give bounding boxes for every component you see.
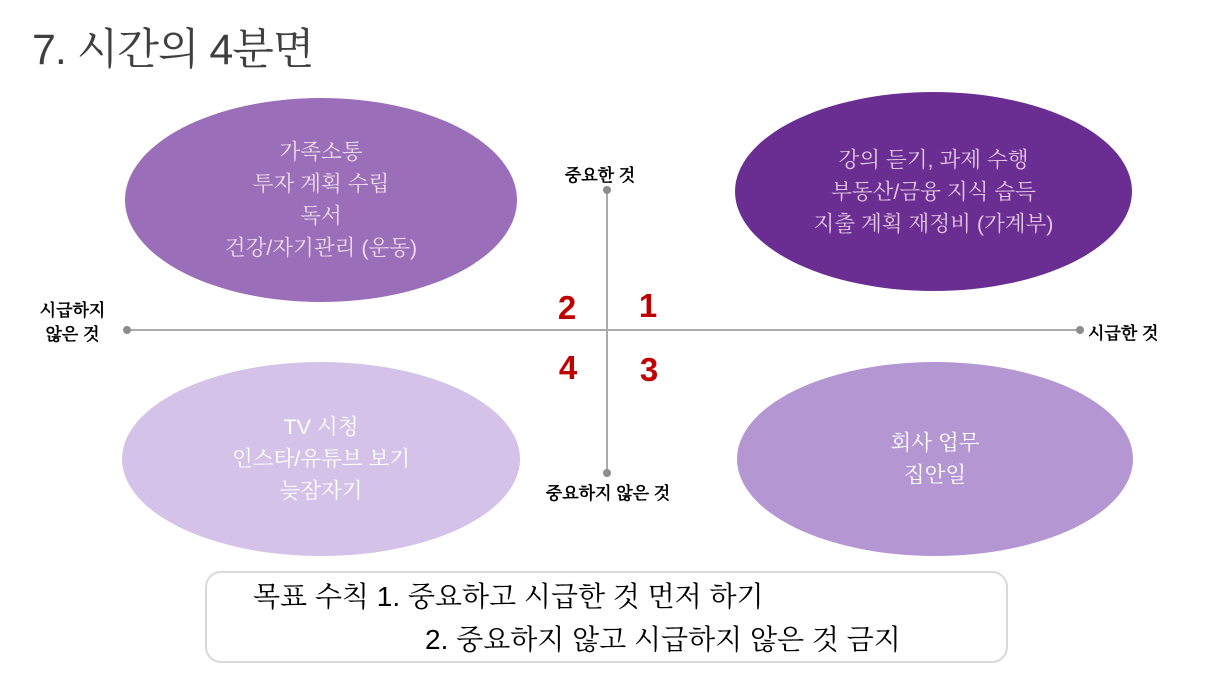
horizontal-axis-line xyxy=(127,329,1079,331)
quadrant3-number: 3 xyxy=(639,351,659,388)
quadrant1-item: 부동산/금융 지식 습득 xyxy=(831,179,1036,204)
quadrant2-item: 독서 xyxy=(300,204,342,228)
quadrant2-ellipse xyxy=(125,98,517,302)
quadrant2-item: 투자 계획 수립 xyxy=(252,172,390,196)
quadrant4-item: 인스타/유튜브 보기 xyxy=(231,447,411,471)
goal-rules-box xyxy=(205,571,1008,663)
axis-label-urgent: 시급한 것 xyxy=(1088,324,1159,343)
slide-title: 7. 시간의 4분면 xyxy=(32,26,314,74)
quadrant2-item: 건강/자기관리 (운동) xyxy=(224,236,418,260)
axis-label-important: 중요한 것 xyxy=(564,166,636,185)
quadrant2-item: 가족소통 xyxy=(279,140,363,164)
quadrant4-number: 4 xyxy=(558,349,578,386)
quadrant4-ellipse xyxy=(122,362,520,556)
quadrant1-ellipse xyxy=(735,92,1132,291)
axis-label-not-important: 중요하지 않은 것 xyxy=(545,484,671,503)
goal-rule-1: 목표 수칙 1. 중요하고 시급한 것 먼저 하기 xyxy=(253,581,764,612)
quadrant4-item: 늦잠자기 xyxy=(279,479,363,503)
axis-endpoint-dot-left xyxy=(123,326,131,334)
quadrant1-item: 강의 듣기, 과제 수행 xyxy=(838,147,1029,172)
axis-endpoint-dot-top xyxy=(603,186,611,194)
quadrant4-item: TV 시청 xyxy=(283,415,359,439)
quadrant1-item: 지출 계획 재정비 (가계부) xyxy=(813,211,1054,236)
vertical-axis-line xyxy=(606,190,608,474)
quadrant3-item: 회사 업무 xyxy=(890,431,980,455)
goal-rule-2: 2. 중요하지 않고 시급하지 않은 것 금지 xyxy=(425,624,901,655)
axis-label-not-urgent-line1: 시급하지 xyxy=(39,301,106,320)
quadrant2-number: 2 xyxy=(557,289,577,326)
quadrant3-item: 집안일 xyxy=(903,463,967,487)
axis-label-not-urgent-line2: 않은 것 xyxy=(45,325,100,344)
quadrant3-ellipse xyxy=(737,362,1133,556)
axis-endpoint-dot-right xyxy=(1076,326,1084,334)
quadrant1-number: 1 xyxy=(638,287,658,324)
axis-label-not-urgent xyxy=(25,299,120,347)
axis-endpoint-dot-bottom xyxy=(603,469,611,477)
